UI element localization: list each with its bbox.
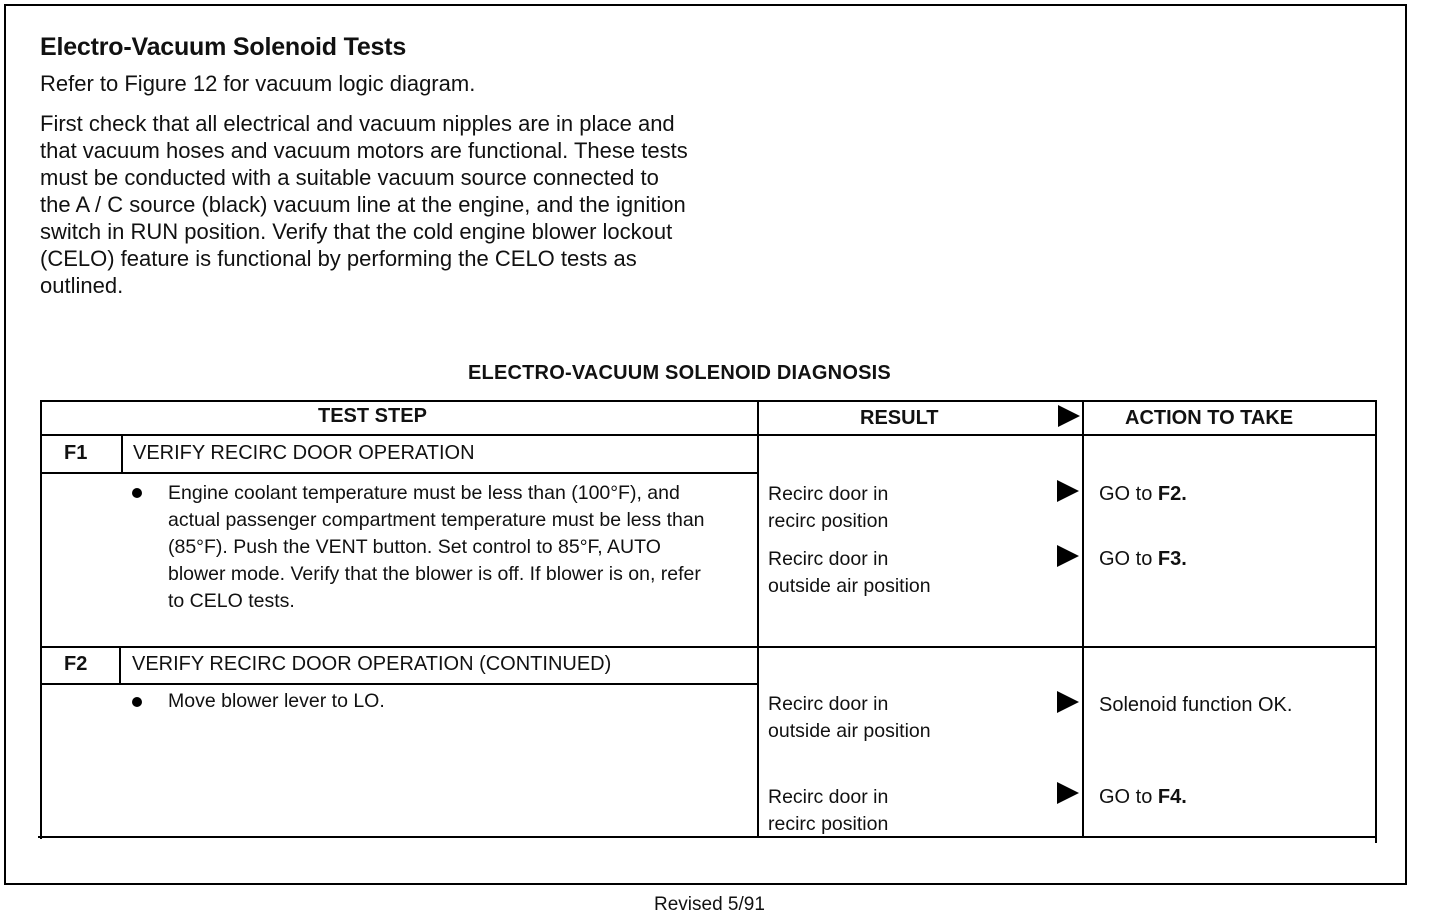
arrow-icon: [1057, 691, 1079, 713]
arrow-icon: [1057, 480, 1079, 502]
action-f2-2: GO to F4.: [1099, 786, 1187, 808]
arrow-icon: [1057, 782, 1079, 804]
step-id-f1: F1: [64, 442, 88, 464]
header-test-step: TEST STEP: [318, 405, 427, 427]
step-title-f1: VERIFY RECIRC DOOR OPERATION: [133, 442, 475, 464]
bullet-icon: [132, 697, 142, 707]
col-divider-action: [1082, 400, 1084, 838]
f1-title-underline: [40, 472, 759, 474]
col-divider-result: [757, 400, 759, 838]
arrow-icon: [1057, 545, 1079, 567]
action-f2-1: Solenoid function OK.: [1099, 694, 1293, 716]
table-bottom-border: [38, 836, 1375, 838]
step-instruction-f1: Engine coolant temperature must be less than (100°F), and actual passenger compartment temperature must be less than (85°F). Push the VENT button. Set control to 85°F, AUTO blower mode. Verify that the blower is off. If blower is on, refer to CELO tests.: [168, 482, 705, 612]
header-underline: [40, 434, 1377, 436]
result-f1-2: Recirc door in outside air position: [768, 548, 931, 597]
f2-title-underline: [40, 683, 759, 685]
intro-paragraph: First check that all electrical and vacuum nipples are in place and that vacuum hoses and vacuum motors are functional. These tests must be conducted with a suitable vacuum source connected to the A / C source (black) vacuum line at the engine, and the ignition switch in RUN position. Verify that the cold engine blower lockout (CELO) feature is functional by performing the CELO tests as outlined.: [40, 111, 688, 298]
action-f1-2: GO to F3.: [1099, 548, 1187, 570]
action-f1-1: GO to F2.: [1099, 483, 1187, 505]
step-id-f2: F2: [64, 653, 88, 675]
header-action: ACTION TO TAKE: [1125, 407, 1294, 429]
table-top-border: [40, 400, 1377, 402]
result-f2-1: Recirc door in outside air position: [768, 693, 931, 742]
revision-note: Revised 5/91: [654, 894, 765, 915]
table-left-border: [40, 400, 42, 839]
step-separator: [40, 646, 1377, 648]
result-f2-2: Recirc door in recirc position: [768, 786, 889, 835]
result-f1-1: Recirc door in recirc position: [768, 483, 889, 532]
table-title: ELECTRO-VACUUM SOLENOID DIAGNOSIS: [468, 362, 891, 384]
figure-reference: Refer to Figure 12 for vacuum logic diagram.: [40, 71, 476, 96]
bullet-icon: [132, 488, 142, 498]
step-title-f2: VERIFY RECIRC DOOR OPERATION (CONTINUED): [132, 653, 612, 675]
step-instruction-f2: Move blower lever to LO.: [168, 690, 385, 712]
page-heading: Electro-Vacuum Solenoid Tests: [40, 33, 407, 61]
header-result: RESULT: [860, 407, 939, 429]
table-right-border: [1375, 400, 1377, 843]
f2-id-divider: [119, 646, 121, 684]
header-arrow-icon: [1058, 405, 1080, 427]
f1-id-divider: [121, 434, 123, 473]
